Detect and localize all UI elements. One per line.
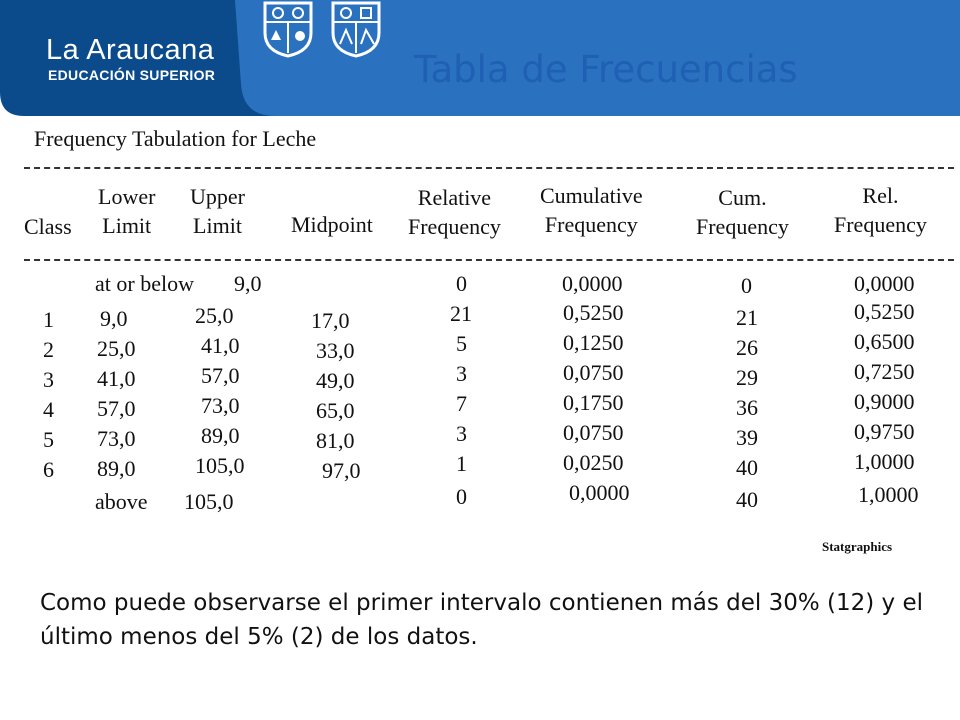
cum-rel-cell: 0,7250 — [854, 359, 915, 384]
below-cum-rel: 0,0000 — [854, 271, 915, 296]
class-cell: 6 — [43, 457, 54, 482]
above-cum-rel: 1,0000 — [858, 482, 919, 507]
midpoint-cell: 49,0 — [316, 368, 355, 393]
class-cell: 5 — [43, 427, 54, 452]
slide-title: Tabla de Frecuencias — [414, 48, 798, 91]
cumulative-cell: 40 — [736, 455, 758, 480]
relative-cell: 0,1750 — [563, 390, 624, 415]
class-cell: 3 — [43, 367, 54, 392]
below-relative: 0,0000 — [562, 271, 623, 296]
relative-cell: 0,0250 — [563, 450, 624, 475]
upper-cell: 105,0 — [195, 453, 245, 478]
header-cumulative-frequency: Cumulative Frequency — [540, 183, 643, 237]
midpoint-cell: 33,0 — [316, 338, 355, 363]
above-frequency: 0 — [456, 484, 467, 509]
brand-subtitle: EDUCACIÓN SUPERIOR — [48, 67, 216, 83]
frequency-cell: 21 — [450, 301, 472, 326]
above-limit: 105,0 — [184, 489, 234, 514]
above-label: above — [95, 489, 148, 514]
class-cell: 4 — [43, 397, 54, 422]
header-divider-bottom — [24, 259, 954, 261]
cumulative-cell: 26 — [736, 335, 758, 360]
brand-name: La Araucana — [46, 34, 215, 66]
midpoint-cell: 65,0 — [316, 398, 355, 423]
frequency-cell: 5 — [456, 331, 467, 356]
frequency-cell: 1 — [456, 451, 467, 476]
upper-cell: 57,0 — [201, 363, 240, 388]
below-frequency: 0 — [456, 271, 467, 296]
relative-cell: 0,5250 — [563, 300, 624, 325]
cumulative-cell: 36 — [736, 395, 758, 420]
cum-rel-cell: 0,9750 — [854, 419, 915, 444]
below-label: at or below — [95, 271, 194, 296]
upper-cell: 89,0 — [201, 423, 240, 448]
frequency-cell: 7 — [456, 391, 467, 416]
header-lower-limit: Lower Limit — [98, 184, 156, 238]
header-upper-limit: Upper Limit — [190, 184, 245, 238]
source-credit: Statgraphics — [822, 539, 893, 554]
caption-text: Como puede observarse el primer intervalo contienen más del 30% (12) y el último menos del 5% (2) de los datos. — [40, 590, 923, 650]
midpoint-cell: 81,0 — [316, 428, 355, 453]
header-cum-frequency: Cum. Frequency — [696, 185, 789, 239]
above-cumulative: 40 — [736, 487, 758, 512]
header-divider-top — [24, 167, 954, 169]
relative-cell: 0,0750 — [563, 360, 624, 385]
lower-cell: 73,0 — [97, 426, 136, 451]
lower-cell: 9,0 — [100, 306, 128, 331]
cumulative-cell: 21 — [736, 305, 758, 330]
lower-cell: 25,0 — [97, 336, 136, 361]
header-class: Class — [24, 214, 72, 239]
lower-cell: 89,0 — [97, 456, 136, 481]
cum-rel-cell: 0,9000 — [854, 389, 915, 414]
lower-cell: 57,0 — [97, 396, 136, 421]
below-limit: 9,0 — [234, 271, 262, 296]
lower-cell: 41,0 — [97, 366, 136, 391]
cum-rel-cell: 0,5250 — [854, 299, 915, 324]
upper-cell: 25,0 — [195, 303, 234, 328]
frequency-cell: 3 — [456, 361, 467, 386]
below-cumulative: 0 — [741, 273, 752, 298]
upper-cell: 73,0 — [201, 393, 240, 418]
relative-cell: 0,1250 — [563, 330, 624, 355]
header-banner — [0, 0, 960, 116]
tabulation-title: Frequency Tabulation for Leche — [34, 126, 317, 151]
cumulative-cell: 29 — [736, 365, 758, 390]
cum-rel-cell: 0,6500 — [854, 329, 915, 354]
header-midpoint: Midpoint — [291, 212, 373, 237]
relative-cell: 0,0750 — [563, 420, 624, 445]
midpoint-cell: 97,0 — [322, 458, 361, 483]
institute-crest-icon — [330, 0, 382, 58]
midpoint-cell: 17,0 — [311, 308, 350, 333]
header-relative-frequency: Relative Frequency — [408, 185, 501, 239]
university-crest-icon — [262, 0, 314, 58]
upper-cell: 41,0 — [201, 333, 240, 358]
header-rel-frequency: Rel. Frequency — [834, 183, 927, 237]
class-cell: 2 — [43, 337, 54, 362]
cum-rel-cell: 1,0000 — [854, 449, 915, 474]
frequency-cell: 3 — [456, 421, 467, 446]
class-cell: 1 — [43, 307, 54, 332]
above-relative: 0,0000 — [569, 480, 630, 505]
cumulative-cell: 39 — [736, 425, 758, 450]
